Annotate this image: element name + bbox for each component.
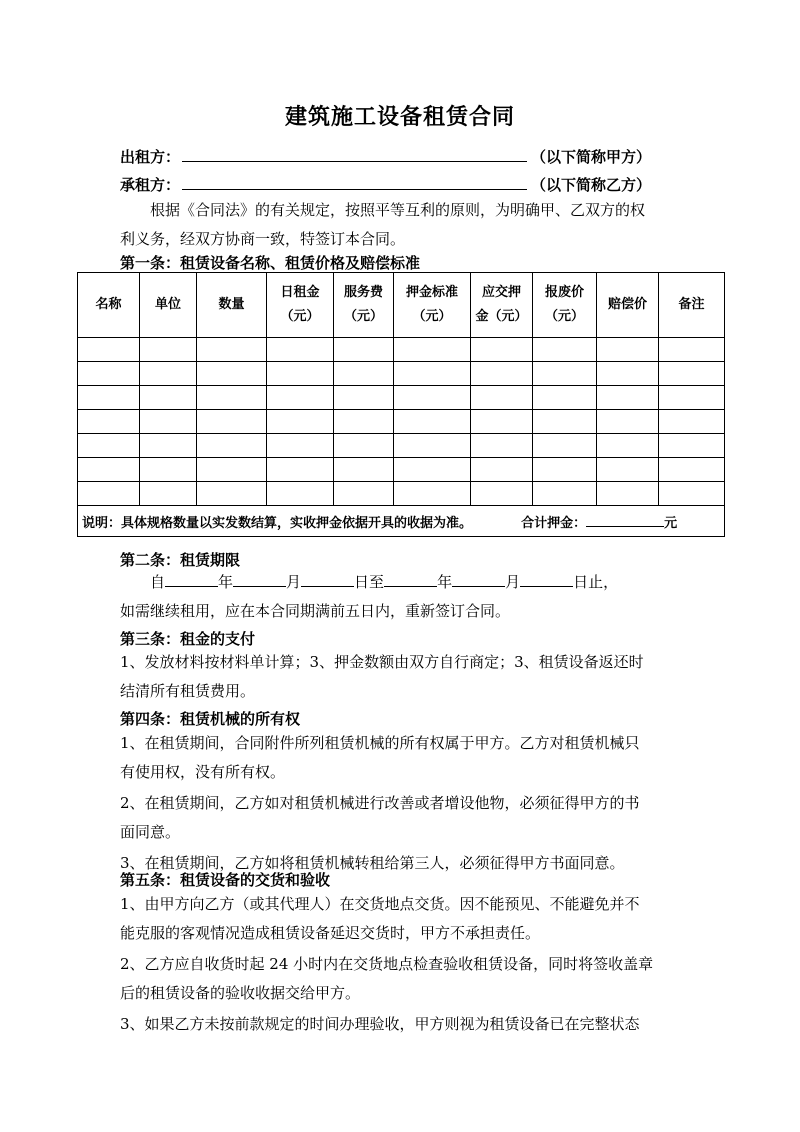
- table-cell[interactable]: [471, 458, 533, 482]
- table-cell[interactable]: [659, 386, 725, 410]
- article5-heading: 第五条：租赁设备的交货和验收: [120, 871, 331, 889]
- article3-heading: 第三条：租金的支付: [120, 630, 256, 648]
- article2-heading: 第二条：租赁期限: [120, 551, 241, 569]
- article1-heading: 第一条：租赁设备名称、租赁价格及赔偿标准: [120, 254, 421, 272]
- table-row: [78, 482, 725, 506]
- table-row: [78, 386, 725, 410]
- article4-heading: 第四条：租赁机械的所有权: [120, 710, 301, 728]
- lessor-row: [120, 146, 651, 167]
- col-header: 报废价 （元）: [533, 273, 597, 338]
- table-cell[interactable]: [267, 458, 334, 482]
- table-note-row: [78, 506, 725, 537]
- col-header: 数量: [197, 273, 267, 338]
- table-cell[interactable]: [394, 458, 471, 482]
- table-cell[interactable]: [471, 434, 533, 458]
- table-header-row: [78, 273, 725, 338]
- table-cell[interactable]: [140, 410, 197, 434]
- intro-line-1: 根据《合同法》的有关规定，按照平等互利的原则，为明确甲、乙双方的权: [150, 201, 646, 219]
- lessee-label: 承租方：: [120, 176, 181, 194]
- table-cell[interactable]: [267, 338, 334, 362]
- table-cell[interactable]: [334, 410, 394, 434]
- table-cell[interactable]: [78, 338, 140, 362]
- article2-body: [120, 568, 680, 626]
- start-month-blank[interactable]: [233, 572, 286, 587]
- term-renewal-line: 如需继续租用，应在本合同期满前五日内，重新签订合同。: [120, 602, 511, 620]
- table-cell[interactable]: [394, 362, 471, 386]
- table-cell[interactable]: [471, 362, 533, 386]
- term-day-to: 日至: [354, 573, 385, 591]
- table-cell[interactable]: [197, 434, 267, 458]
- term-year: 年: [218, 573, 234, 591]
- table-cell[interactable]: [197, 386, 267, 410]
- table-cell[interactable]: [533, 434, 597, 458]
- start-year-blank[interactable]: [165, 572, 218, 587]
- intro-line-2: 利义务，经双方协商一致，特签订本合同。: [120, 230, 406, 248]
- table-cell[interactable]: [197, 458, 267, 482]
- lessor-suffix: （以下简称甲方）: [531, 148, 652, 166]
- table-cell[interactable]: [334, 386, 394, 410]
- table-cell[interactable]: [334, 458, 394, 482]
- article5-line: 3、如果乙方未按前款规定的时间办理验收，甲方则视为租赁设备已在完整状态: [120, 1015, 640, 1033]
- table-cell[interactable]: [659, 338, 725, 362]
- table-cell[interactable]: [78, 434, 140, 458]
- table-cell[interactable]: [334, 482, 394, 506]
- article5-line: 1、由甲方向乙方（或其代理人）在交货地点交货。因不能预见、不能避免并不: [120, 895, 640, 913]
- article5-line: 能克服的客观情况造成租赁设备延迟交货时，甲方不承担责任。: [120, 924, 541, 942]
- table-cell[interactable]: [197, 338, 267, 362]
- table-cell[interactable]: [597, 410, 659, 434]
- table-cell[interactable]: [394, 410, 471, 434]
- article3-line-1: 1、发放材料按材料单计算；3、押金数额由双方自行商定；3、租赁设备返还时: [120, 653, 644, 671]
- table-cell[interactable]: [140, 434, 197, 458]
- table-cell[interactable]: [267, 386, 334, 410]
- col-header: 名称: [78, 273, 140, 338]
- table-cell[interactable]: [140, 362, 197, 386]
- term-from: 自: [150, 573, 166, 591]
- col-header: 赔偿价: [597, 273, 659, 338]
- col-header: 应交押 金（元）: [471, 273, 533, 338]
- table-cell[interactable]: [394, 386, 471, 410]
- table-cell[interactable]: [334, 362, 394, 386]
- table-cell[interactable]: [78, 458, 140, 482]
- article4-line: 1、在租赁期间，合同附件所列租赁机械的所有权属于甲方。乙方对租赁机械只: [120, 734, 640, 752]
- table-cell[interactable]: [597, 362, 659, 386]
- table-row: [78, 362, 725, 386]
- deposit-unit: 元: [664, 515, 678, 531]
- table-cell[interactable]: [197, 410, 267, 434]
- table-cell[interactable]: [78, 362, 140, 386]
- rental-table: [77, 272, 725, 537]
- end-day-blank[interactable]: [520, 572, 573, 587]
- table-cell[interactable]: [394, 482, 471, 506]
- table-cell[interactable]: [597, 482, 659, 506]
- lessor-label: 出租方：: [120, 148, 181, 166]
- table-cell[interactable]: [471, 410, 533, 434]
- term-end: 日止，: [573, 573, 619, 591]
- col-header: 备注: [659, 273, 725, 338]
- table-cell[interactable]: [140, 338, 197, 362]
- table-cell[interactable]: [533, 338, 597, 362]
- table-cell[interactable]: [267, 434, 334, 458]
- term-line: [120, 568, 680, 597]
- article4-line: 2、在租赁期间，乙方如对租赁机械进行改善或者增设他物，必须征得甲方的书: [120, 794, 640, 812]
- article5-line: 后的租赁设备的验收收据交给甲方。: [120, 984, 361, 1002]
- lessee-fill-line[interactable]: [182, 175, 527, 190]
- col-header: 单位: [140, 273, 197, 338]
- table-cell[interactable]: [659, 482, 725, 506]
- col-header: 日租金 （元）: [267, 273, 334, 338]
- table-row: [78, 338, 725, 362]
- table-cell[interactable]: [471, 338, 533, 362]
- table-cell[interactable]: [659, 410, 725, 434]
- table-cell[interactable]: [334, 338, 394, 362]
- table-cell[interactable]: [140, 482, 197, 506]
- table-cell[interactable]: [394, 434, 471, 458]
- document-title: 建筑施工设备租赁合同: [284, 104, 515, 130]
- table-cell[interactable]: [267, 410, 334, 434]
- table-cell[interactable]: [140, 458, 197, 482]
- table-cell[interactable]: [533, 362, 597, 386]
- table-row: [78, 410, 725, 434]
- article4-body: [120, 729, 680, 878]
- col-header: 服务费 （元）: [334, 273, 394, 338]
- start-day-blank[interactable]: [301, 572, 354, 587]
- term-month-2: 月: [505, 573, 521, 591]
- table-cell[interactable]: [597, 386, 659, 410]
- article4-line: 3、在租赁期间，乙方如将租赁机械转租给第三人，必须征得甲方书面同意。: [120, 854, 625, 872]
- article5-line: 2、乙方应自收货时起 24 小时内在交货地点检查验收租赁设备，同时将签收盖章: [120, 955, 654, 973]
- table-cell[interactable]: [394, 338, 471, 362]
- table-cell[interactable]: [533, 386, 597, 410]
- term-month: 月: [286, 573, 302, 591]
- table-cell[interactable]: [533, 482, 597, 506]
- lessor-fill-line[interactable]: [182, 147, 527, 162]
- article3-body: [120, 648, 680, 706]
- table-cell[interactable]: [78, 482, 140, 506]
- article5-body: [120, 890, 680, 1039]
- table-row: [78, 458, 725, 482]
- article4-line: 有使用权，没有所有权。: [120, 763, 286, 781]
- intro-paragraph: [120, 196, 680, 254]
- table-row: [78, 434, 725, 458]
- table-cell[interactable]: [533, 410, 597, 434]
- table-cell[interactable]: [140, 386, 197, 410]
- table-cell[interactable]: [659, 458, 725, 482]
- article4-line: 面同意。: [120, 823, 181, 841]
- table-cell[interactable]: [597, 434, 659, 458]
- table-cell[interactable]: [267, 362, 334, 386]
- table-cell[interactable]: [78, 386, 140, 410]
- table-cell[interactable]: [197, 482, 267, 506]
- lessee-row: [120, 174, 651, 195]
- deposit-label: 合计押金：: [521, 515, 587, 531]
- table-cell[interactable]: [334, 434, 394, 458]
- table-cell[interactable]: [659, 362, 725, 386]
- col-header: 押金标准 （元）: [394, 273, 471, 338]
- table-cell[interactable]: [659, 434, 725, 458]
- table-cell[interactable]: [533, 458, 597, 482]
- table-cell[interactable]: [78, 410, 140, 434]
- table-cell[interactable]: [197, 362, 267, 386]
- article3-line-2: 结清所有租赁费用。: [120, 682, 256, 700]
- end-year-blank[interactable]: [384, 572, 437, 587]
- end-month-blank[interactable]: [452, 572, 505, 587]
- table-cell[interactable]: [597, 458, 659, 482]
- note-text: 说明：具体规格数量以实发数结算，实收押金依据开具的收据为准。: [82, 515, 473, 531]
- table-note: [78, 506, 725, 537]
- table-cell[interactable]: [267, 482, 334, 506]
- table-cell[interactable]: [471, 386, 533, 410]
- deposit-fill-line[interactable]: [586, 514, 664, 527]
- lessee-suffix: （以下简称乙方）: [531, 176, 652, 194]
- table-cell[interactable]: [597, 338, 659, 362]
- term-year-2: 年: [437, 573, 453, 591]
- table-cell[interactable]: [471, 482, 533, 506]
